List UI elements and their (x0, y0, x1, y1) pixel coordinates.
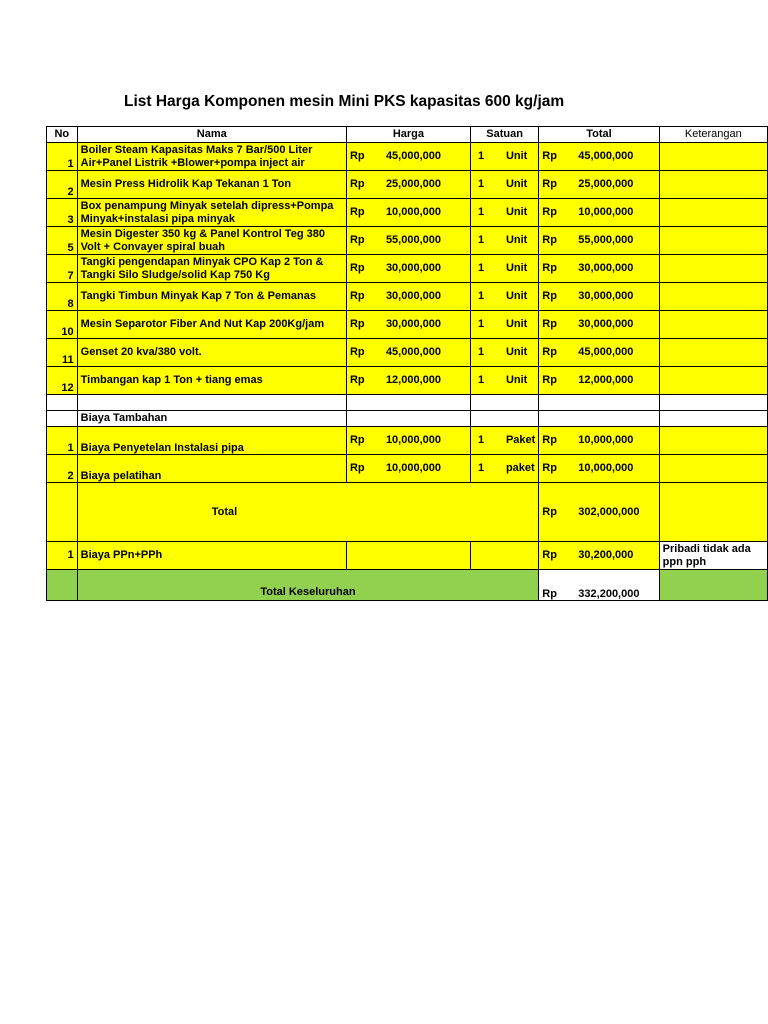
blank-cell (470, 395, 538, 411)
grand-subtotal-cell-value: 302,000,000 (578, 505, 640, 518)
tax-row (47, 542, 768, 570)
harga-cell-value: 10,000,000 (385, 434, 441, 447)
total-cell-value: 30,000,000 (578, 318, 634, 331)
satuan-cell (470, 283, 538, 311)
row-number: 1 (47, 427, 78, 455)
harga-cell (346, 367, 470, 395)
satuan-content (474, 150, 535, 163)
harga-cell-value: 10,000,000 (385, 206, 441, 219)
harga-cell (346, 339, 470, 367)
total-cell (539, 227, 659, 255)
grand-total-cell-value: 332,200,000 (578, 587, 640, 600)
blank-cell (47, 483, 78, 542)
blank-cell (77, 395, 346, 411)
unit-value: Unit (505, 178, 528, 191)
item-name: Mesin Digester 350 kg & Panel Kontrol Teg 380 Volt + Convayer spiral buah (77, 227, 346, 255)
harga-cell-content (350, 290, 467, 303)
total-cell (539, 367, 659, 395)
satuan-content (474, 234, 535, 247)
currency-label: Rp (542, 318, 557, 331)
currency-label: Rp (542, 462, 557, 475)
currency-label: Rp (542, 234, 557, 247)
currency-label: Rp (542, 290, 557, 303)
total-cell-content (542, 290, 655, 303)
total-cell (539, 143, 659, 171)
total-cell (539, 255, 659, 283)
keterangan-cell (659, 367, 767, 395)
item-name: Timbangan kap 1 Ton + tiang emas (77, 367, 346, 395)
tax-keterangan: Pribadi tidak ada ppn pph (659, 542, 767, 570)
item-name: Mesin Separotor Fiber And Nut Kap 200Kg/jam (77, 311, 346, 339)
item-row (47, 143, 768, 171)
total-cell (539, 199, 659, 227)
unit-value: Unit (505, 234, 528, 247)
harga-cell-content (350, 150, 467, 163)
header-row (47, 127, 768, 143)
header-keterangan: Keterangan (659, 127, 767, 143)
extra-row (47, 427, 768, 455)
total-cell-value: 45,000,000 (578, 346, 634, 359)
currency-label: Rp (542, 434, 557, 447)
blank-cell (47, 411, 78, 427)
item-row (47, 199, 768, 227)
currency-label: Rp (349, 374, 365, 387)
tax-total-cell (539, 542, 659, 570)
total-cell-value: 10,000,000 (578, 434, 634, 447)
total-cell (539, 171, 659, 199)
total-cell-value: 25,000,000 (578, 178, 634, 191)
item-name: Boiler Steam Kapasitas Maks 7 Bar/500 Liter Air+Panel Listrik +Blower+pompa inject air (77, 143, 346, 171)
total-cell-value: 10,000,000 (578, 206, 634, 219)
harga-cell-content (350, 374, 467, 387)
blank-cell (659, 411, 767, 427)
harga-cell-value: 10,000,000 (385, 462, 441, 475)
satuan-cell (470, 227, 538, 255)
currency-label: Rp (349, 206, 365, 219)
header-nama: Nama (77, 127, 346, 143)
keterangan-cell (659, 199, 767, 227)
satuan-content (474, 346, 535, 359)
row-number: 11 (47, 339, 78, 367)
blank-cell (470, 542, 538, 570)
blank-cell (47, 570, 78, 601)
keterangan-cell (659, 570, 767, 601)
total-cell-content (542, 374, 655, 387)
harga-cell (346, 255, 470, 283)
satuan-content (474, 462, 535, 475)
satuan-cell (470, 427, 538, 455)
currency-label: Rp (542, 587, 557, 600)
total-cell (539, 455, 659, 483)
item-row (47, 283, 768, 311)
biaya-tambahan-row (47, 411, 768, 427)
qty-value: 1 (477, 318, 485, 331)
harga-cell (346, 199, 470, 227)
currency-label: Rp (542, 549, 557, 562)
unit-value: Paket (505, 434, 536, 447)
keterangan-cell (659, 143, 767, 171)
row-number: 8 (47, 283, 78, 311)
item-row (47, 255, 768, 283)
total-cell-content (542, 206, 655, 219)
currency-label: Rp (542, 150, 557, 163)
qty-value: 1 (477, 150, 485, 163)
qty-value: 1 (477, 262, 485, 275)
currency-label: Rp (349, 262, 365, 275)
currency-label: Rp (542, 206, 557, 219)
satuan-cell (470, 171, 538, 199)
currency-label: Rp (349, 234, 365, 247)
row-number: 3 (47, 199, 78, 227)
currency-label: Rp (349, 462, 365, 475)
extra-name: Biaya pelatihan (77, 455, 346, 483)
qty-value: 1 (477, 462, 485, 475)
total-cell-value: 10,000,000 (578, 462, 634, 475)
blank-cell (346, 395, 470, 411)
satuan-content (474, 374, 535, 387)
qty-value: 1 (477, 290, 485, 303)
unit-value: Unit (505, 374, 528, 387)
tax-total-cell-content (542, 549, 655, 562)
sheet-title: List Harga Komponen mesin Mini PKS kapasitas 600 kg/jam (124, 93, 565, 110)
blank-cell (346, 411, 470, 427)
harga-cell-value: 45,000,000 (385, 346, 441, 359)
blank-cell (346, 542, 470, 570)
total-cell (539, 339, 659, 367)
extra-row (47, 455, 768, 483)
keterangan-cell (659, 311, 767, 339)
total-cell-content (542, 346, 655, 359)
harga-cell-value: 55,000,000 (385, 234, 441, 247)
total-cell-content (542, 434, 655, 447)
harga-cell-content (350, 206, 467, 219)
currency-label: Rp (349, 434, 365, 447)
row-number: 2 (47, 455, 78, 483)
currency-label: Rp (542, 346, 557, 359)
keterangan-cell (659, 339, 767, 367)
currency-label: Rp (349, 178, 365, 191)
header-total: Total (539, 127, 659, 143)
blank-row (47, 395, 768, 411)
tax-total-cell-value: 30,200,000 (578, 549, 634, 562)
total-cell-content (542, 234, 655, 247)
total-cell-content (542, 262, 655, 275)
grand-total-cell-content (542, 588, 655, 601)
satuan-cell (470, 143, 538, 171)
header-harga: Harga (346, 127, 470, 143)
blank-cell (659, 395, 767, 411)
qty-value: 1 (477, 374, 485, 387)
satuan-cell (470, 455, 538, 483)
item-name: Tangki pengendapan Minyak CPO Kap 2 Ton & Tangki Silo Sludge/solid Kap 750 Kg (77, 255, 346, 283)
row-number: 1 (47, 542, 78, 570)
satuan-content (474, 262, 535, 275)
qty-value: 1 (477, 178, 485, 191)
item-row (47, 171, 768, 199)
item-row (47, 311, 768, 339)
unit-value: Unit (505, 290, 528, 303)
harga-cell-content (350, 234, 467, 247)
keterangan-cell (659, 171, 767, 199)
row-number: 5 (47, 227, 78, 255)
harga-cell-value: 12,000,000 (385, 374, 441, 387)
harga-cell-content (350, 346, 467, 359)
keterangan-cell (659, 455, 767, 483)
row-number: 2 (47, 171, 78, 199)
satuan-content (474, 434, 535, 447)
row-number: 12 (47, 367, 78, 395)
grand-subtotal-cell-content (542, 506, 655, 519)
total-cell-value: 12,000,000 (578, 374, 634, 387)
satuan-cell (470, 255, 538, 283)
currency-label: Rp (349, 318, 365, 331)
harga-cell (346, 427, 470, 455)
total-cell-content (542, 178, 655, 191)
satuan-content (474, 290, 535, 303)
unit-value: Unit (505, 318, 528, 331)
satuan-content (474, 206, 535, 219)
harga-cell (346, 283, 470, 311)
harga-cell (346, 227, 470, 255)
row-number: 7 (47, 255, 78, 283)
item-name: Genset 20 kva/380 volt. (77, 339, 346, 367)
currency-label: Rp (542, 262, 557, 275)
total-cell (539, 427, 659, 455)
qty-value: 1 (477, 234, 485, 247)
currency-label: Rp (349, 346, 365, 359)
unit-value: Unit (505, 262, 528, 275)
harga-cell (346, 311, 470, 339)
harga-cell (346, 455, 470, 483)
item-row (47, 367, 768, 395)
biaya-tambahan-label: Biaya Tambahan (77, 411, 346, 427)
item-row (47, 339, 768, 367)
qty-value: 1 (477, 206, 485, 219)
harga-cell-content (350, 434, 467, 447)
keterangan-cell (659, 227, 767, 255)
currency-label: Rp (542, 505, 557, 518)
harga-cell (346, 143, 470, 171)
harga-cell-value: 30,000,000 (385, 318, 441, 331)
satuan-content (474, 178, 535, 191)
keterangan-cell (659, 427, 767, 455)
tax-name: Biaya PPn+PPh (77, 542, 346, 570)
row-number: 1 (47, 143, 78, 171)
item-name: Tangki Timbun Minyak Kap 7 Ton & Pemanas (77, 283, 346, 311)
total-cell-value: 45,000,000 (578, 150, 634, 163)
harga-cell-content (350, 178, 467, 191)
keterangan-cell (659, 483, 767, 542)
price-table (46, 126, 768, 601)
qty-value: 1 (477, 346, 485, 359)
total-cell (539, 311, 659, 339)
satuan-cell (470, 367, 538, 395)
total-cell-value: 30,000,000 (578, 290, 634, 303)
harga-cell-content (350, 262, 467, 275)
satuan-content (474, 318, 535, 331)
satuan-cell (470, 199, 538, 227)
qty-value: 1 (477, 434, 485, 447)
unit-value: Unit (505, 346, 528, 359)
total-label: Total (77, 483, 539, 542)
keterangan-cell (659, 283, 767, 311)
grand-subtotal-cell (539, 483, 659, 542)
total-cell-value: 55,000,000 (578, 234, 634, 247)
harga-cell-content (350, 318, 467, 331)
unit-value: Unit (505, 150, 528, 163)
grand-total-label: Total Keseluruhan (77, 570, 539, 601)
blank-cell (470, 411, 538, 427)
total-cell-content (542, 462, 655, 475)
extra-name: Biaya Penyetelan Instalasi pipa (77, 427, 346, 455)
total-cell-content (542, 318, 655, 331)
blank-cell (539, 395, 659, 411)
item-name: Box penampung Minyak setelah dipress+Pompa Minyak+instalasi pipa minyak (77, 199, 346, 227)
header-no: No (47, 127, 78, 143)
blank-cell (539, 411, 659, 427)
currency-label: Rp (349, 290, 365, 303)
satuan-cell (470, 339, 538, 367)
item-name: Mesin Press Hidrolik Kap Tekanan 1 Ton (77, 171, 346, 199)
total-cell-content (542, 150, 655, 163)
currency-label: Rp (542, 178, 557, 191)
blank-cell (47, 395, 78, 411)
harga-cell-value: 30,000,000 (385, 262, 441, 275)
keterangan-cell (659, 255, 767, 283)
currency-label: Rp (542, 374, 557, 387)
item-row (47, 227, 768, 255)
harga-cell-value: 45,000,000 (385, 150, 441, 163)
total-cell-value: 30,000,000 (578, 262, 634, 275)
harga-cell-content (350, 462, 467, 475)
satuan-cell (470, 311, 538, 339)
unit-value: paket (505, 462, 535, 475)
grand-total-cell (539, 570, 659, 601)
harga-cell (346, 171, 470, 199)
harga-cell-value: 30,000,000 (385, 290, 441, 303)
header-satuan: Satuan (470, 127, 538, 143)
total-cell (539, 283, 659, 311)
harga-cell-value: 25,000,000 (385, 178, 441, 191)
unit-value: Unit (505, 206, 528, 219)
row-number: 10 (47, 311, 78, 339)
total-row (47, 483, 768, 542)
grand-total-row (47, 570, 768, 601)
currency-label: Rp (349, 150, 365, 163)
